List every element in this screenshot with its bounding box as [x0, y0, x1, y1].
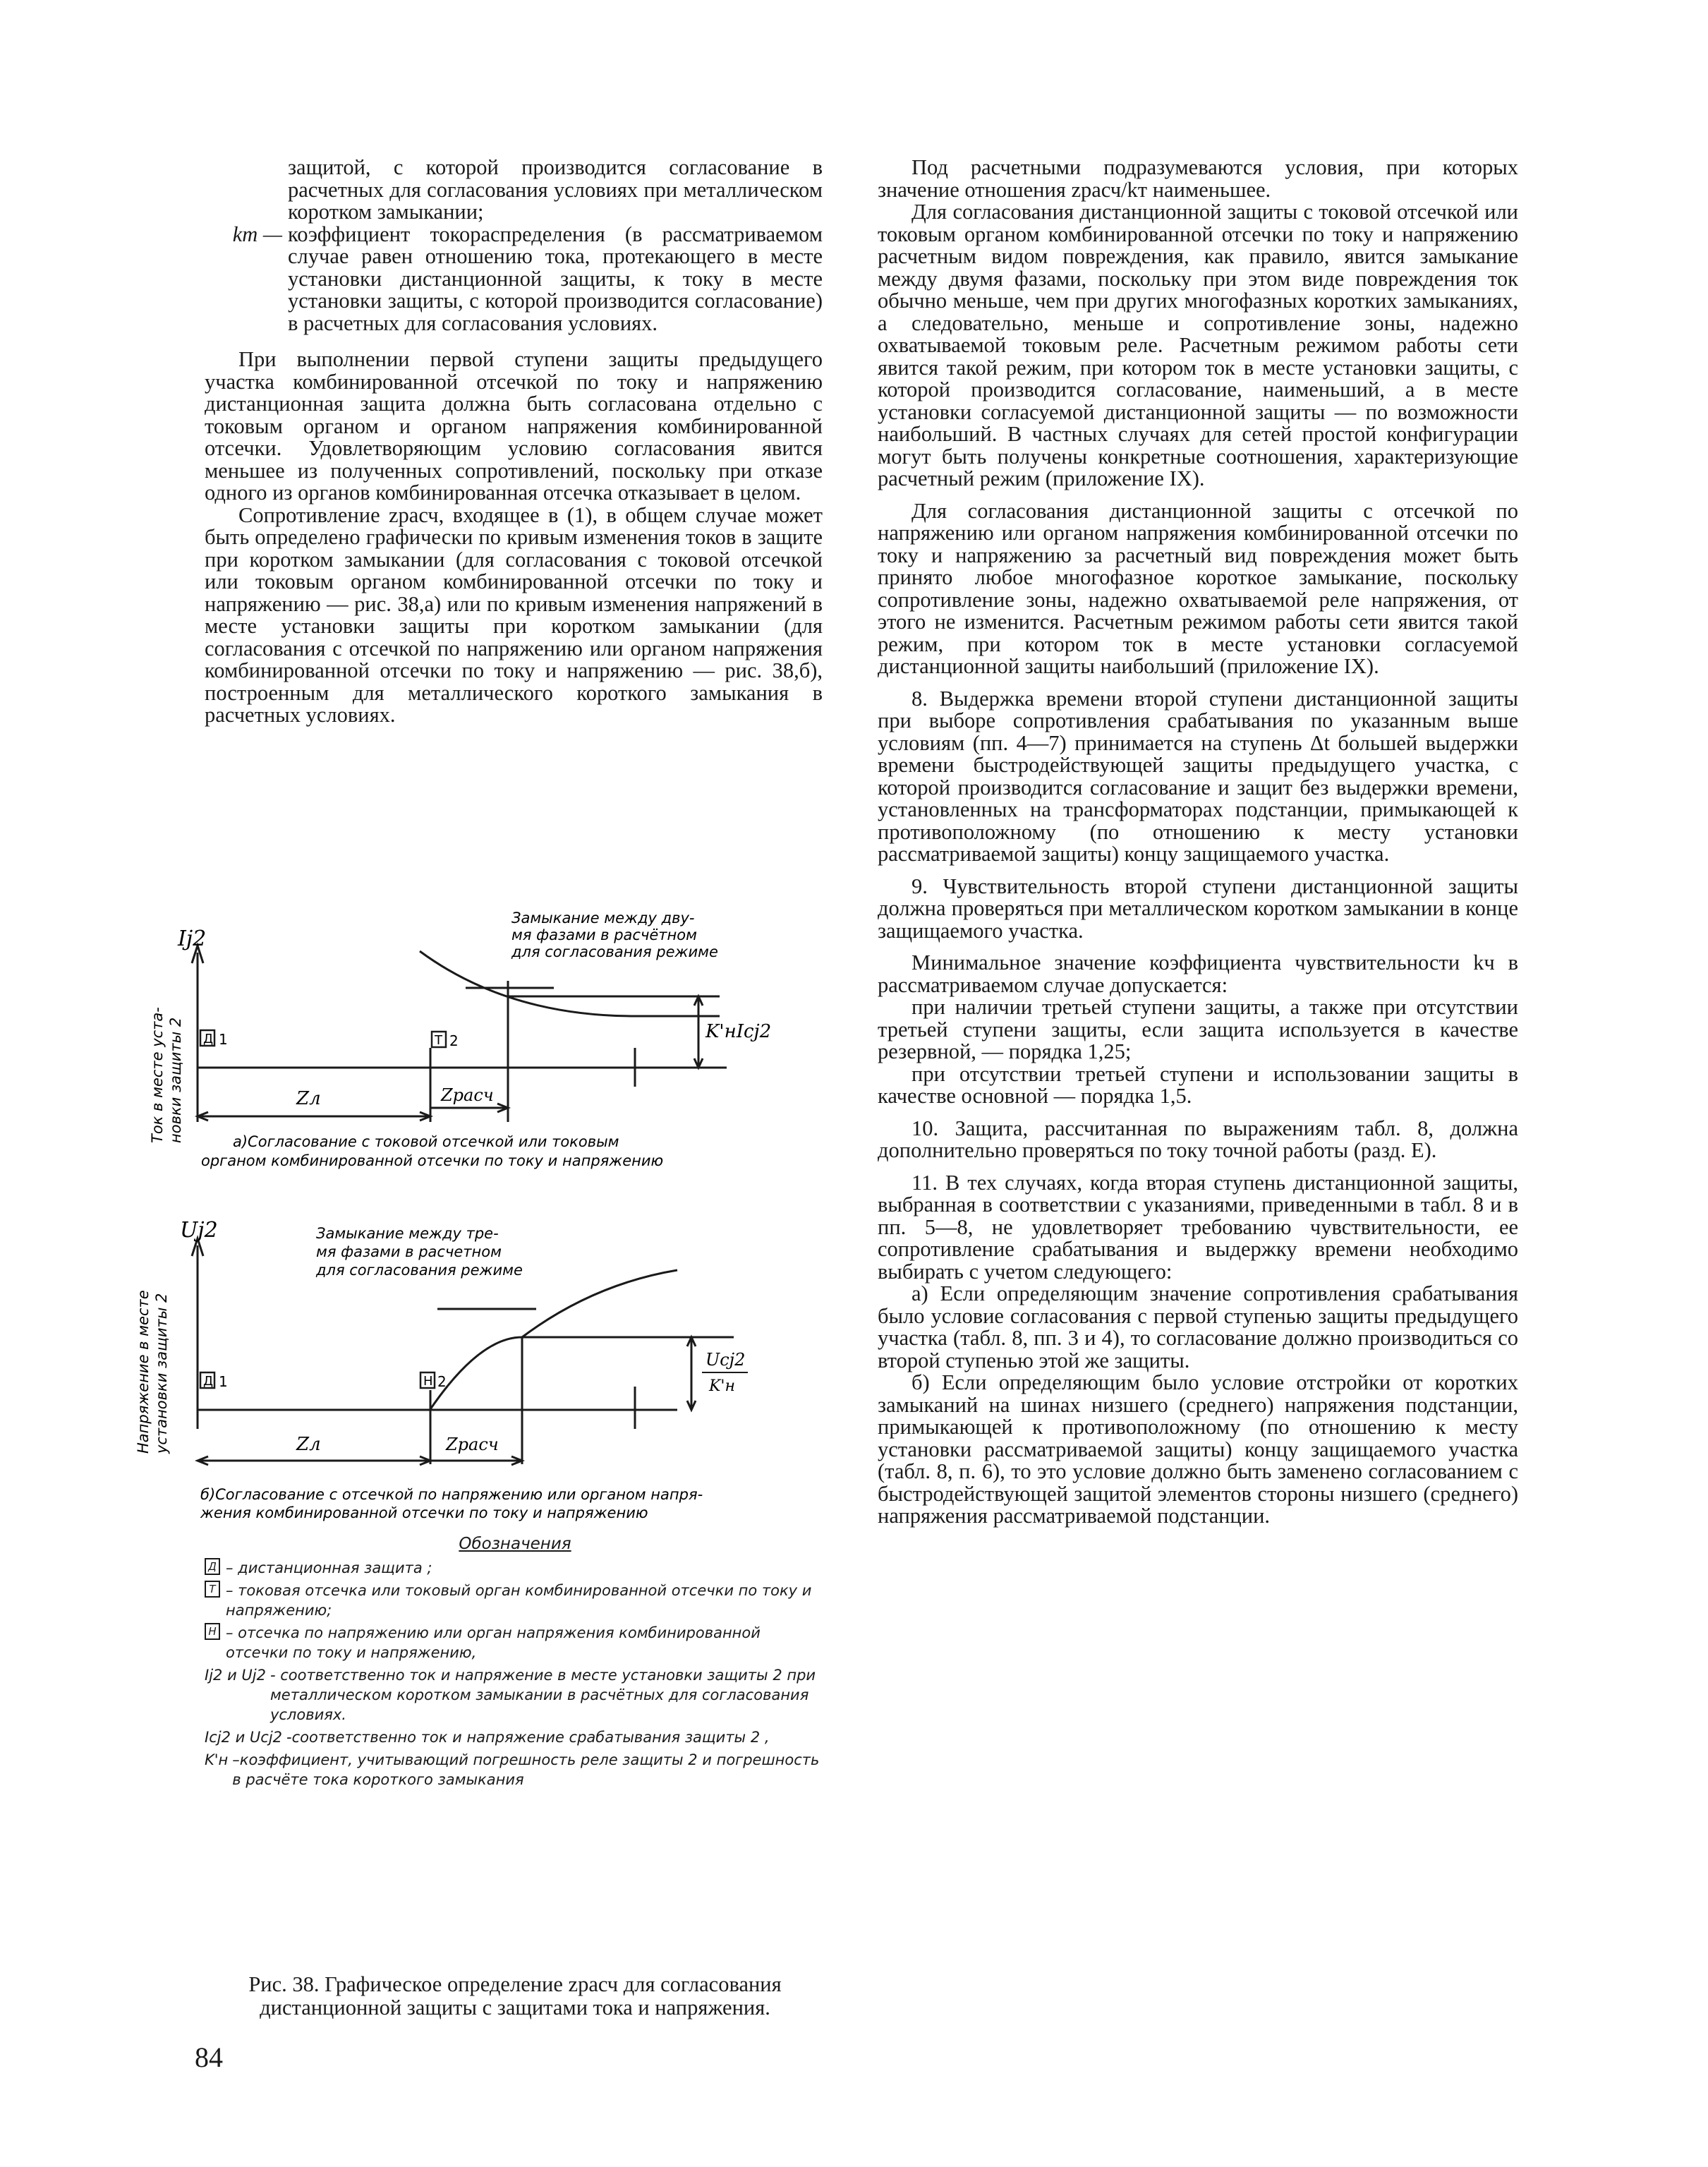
zrasch-label: Zрасч — [441, 1085, 494, 1105]
legend-item: – отсечка по напряжению или орган напряжения комбинированной отсечки по току и напряжению, — [226, 1624, 761, 1661]
paragraph: При выполнении первой ступени защиты предыдущего участка комбинированной отсечкой по току и напряжению дистанционная защита должна быть согласована отдельно с токовым органом и органом напряжения комбинированной отсечки. Удовлетворяющим условию согласования явится меньшее из полученных сопротивлений, поскольку при отказе одного из органов комбинированная отсечка отказывает в целом. — [205, 347, 823, 505]
curve-label: Замыкание между дву- — [511, 910, 695, 926]
zl-label: Zл — [296, 1434, 321, 1455]
left-column — [205, 157, 823, 727]
paragraph: при наличии третьей ступени защиты, а также при отсутствии третьей ступени защиты, если защита используется в качестве резервной, — порядка 1,25; — [878, 995, 1518, 1063]
curve-label: мя фазами в расчетном — [316, 1243, 502, 1260]
figure-subcaption: б)Согласование с отсечкой по напряжению или органом напря- — [200, 1486, 703, 1503]
legend-box-icon: Д — [205, 1558, 220, 1575]
zl-label: Zл — [296, 1088, 321, 1109]
definition-symbol — [205, 157, 285, 224]
box-distance-num: 1 — [219, 1031, 228, 1048]
legend-item: –коэффициент, учитывающий погрешность реле защиты 2 и погрешность в расчёте тока короткого замыкания — [232, 1751, 820, 1788]
legend-item: – дистанционная защита ; — [226, 1559, 432, 1576]
paragraph: Для согласования дистанционной защиты с отсечкой по напряжению или органом напряжения комбинированной отсечки по току и напряжению за расчетный вид повреждения может быть принято любое многофазное короткое замыкание, поскольку сопротивление зоны, надежно охватываемой реле напряжения, от этого не изменится. Расчетным режимом работы сети явится такой режим, при котором ток в месте установки согласуемой дистанционной защиты наибольший (приложение IX). — [878, 498, 1518, 678]
figure-subcaption: жения комбинированной отсечки по току и напряжению — [200, 1504, 648, 1521]
legend-item: -соответственно ток и напряжение срабатывания защиты 2 , — [286, 1729, 770, 1746]
legend-box-icon: Н — [205, 1623, 220, 1640]
paragraph: 9. Чувствительность второй ступени дистанционной защиты должна проверяться при металлическом коротком замыкании в конце защищаемого участка. — [878, 874, 1518, 943]
paragraph: 11. В тех случаях, когда вторая ступень дистанционной защиты, выбранная в соответствии с указаниями, приведенными в табл. 8 и в пп. 5—8, не удовлетворяет требованию чувствительности, ее сопротивление срабатывания и выдержку времени необходимо выбирать с учетом следующего: — [878, 1170, 1518, 1284]
paragraph: Сопротивление zрасч, входящее в (1), в общем случае может быть определено графически по кривым изменения токов в защите при коротком замыкании (для согласования с токовой отсечкой или токовым органом комбинированной отсечки по току и напряжению — рис. 38,а) или по кривым изменения напряжений в месте установки защиты при коротком замыкании (для согласования с отсечкой по напряжению или органом напряжения комбинированной отсечки по току и напряжению — рис. 38,б), построенным для металлического короткого замыкания в расчетных условиях. — [205, 502, 823, 727]
definition-text: коэффициент токораспределения (в рассматриваемом случае равен отношению тока, протекающего в месте установки дистанционной защиты, к току в месте установки защиты, с которой производится согласование) в расчетных для согласования условиях. — [288, 222, 823, 335]
y-axis-title: новки защиты 2 — [167, 1017, 184, 1143]
box-voltage-num: 2 — [437, 1373, 447, 1390]
figure-38a — [141, 910, 832, 1207]
figure-38b — [135, 1217, 832, 1535]
box-current-num: 2 — [449, 1032, 459, 1049]
box-distance-letter: Д — [203, 1032, 214, 1046]
y-axis-title: Ток в месте уста- — [149, 1007, 166, 1143]
page-number: 84 — [195, 2041, 223, 2073]
curve-label: мя фазами в расчётном — [511, 926, 697, 943]
right-column — [878, 157, 1518, 1528]
curve-label: для согласования режиме — [316, 1262, 523, 1279]
paragraph: Для согласования дистанционной защиты с токовой отсечкой или токовым органом комбинированной отсечки по току и напряжению расчетным видом повреждения, как правило, явится замыкание между двумя фазами, поскольку при этом виде повреждения ток обычно меньше, чем при других многофазных коротких замыканиях, а следовательно, меньше и сопротивление зоны, надежно охватываемой токовым реле. Расчетным режимом работы сети явится такой режим, при котором ток в месте установки защиты, с которой производится согласование, наименьший, а в месте установки согласуемой дистанционной защиты — по возможности наибольший. В частных случаях для сетей простой конфигурации могут быть получены конкретные соотношения, характеризующие расчетный режим (приложение IX). — [878, 200, 1518, 490]
paragraph: б) Если определяющим было условие отстройки от коротких замыканий на шинах низшего (среднего) напряжения подстанции, примыкающей к противоположному (по отношению к месту установки рассматриваемой защиты) концу защищаемого участка (табл. 8, п. 6), то это условие должно быть заменено согласованием с быстродействующей защитой элементов стороны низшего (среднего) напряжения рассматриваемой подстанции. — [878, 1370, 1518, 1528]
legend-symbol: Iј2 и Uј2 — [205, 1667, 266, 1684]
legend-item: - соответственно ток и напряжение в месте установки защиты 2 при металлическом коротком замыкании в расчётных для согласования условиях. — [269, 1667, 816, 1723]
y-axis-title: установки защиты 2 — [153, 1293, 170, 1454]
legend-symbol: K'н — [205, 1751, 229, 1768]
legend-title: Обозначения — [459, 1535, 571, 1553]
paragraph: при отсутствии третьей ступени и использовании защиты в качестве основной — порядка 1,5. — [878, 1061, 1518, 1108]
voltage-curve — [430, 1270, 677, 1409]
curve-label: Замыкание между тре- — [316, 1225, 499, 1242]
paragraph: 8. Выдержка времени второй ступени дистанционной защиты при выборе сопротивления срабатывания по указанным выше условиям (пп. 4—7) принимается на ступень Δt большей выдержки времени быстродействующей защиты предыдущего участка, с которой производится согласование и защит без выдержки времени, установленных на трансформаторах подстанции, примыкающей к противоположному (по отношению к месту установки рассматриваемой защиты) концу защищаемого участка. — [878, 686, 1518, 866]
box-distance-letter: Д — [203, 1374, 214, 1389]
figure-subcaption: а)Согласование с токовой отсечкой или токовым — [233, 1133, 619, 1150]
y-axis-title: Напряжение в месте — [135, 1290, 152, 1454]
definition-symbol: kт — — [232, 222, 282, 246]
box-voltage-letter: Н — [423, 1374, 433, 1389]
ucj-label: Ucј2 — [705, 1350, 746, 1370]
paragraph: 10. Защита, рассчитанная по выражениям табл. 8, должна дополнительно проверяться по току точной работы (разд. Е). — [878, 1116, 1518, 1162]
legend-symbol: Icј2 и Ucј2 — [205, 1729, 283, 1746]
paragraph: а) Если определяющим значение сопротивления срабатывания было условие согласования с первой ступенью защиты предыдущего участка (табл. 8, пп. 3 и 4), то согласование должно производиться со второй ступенью этой же защиты. — [878, 1281, 1518, 1372]
figure-legend — [205, 1534, 825, 1789]
box-current-letter: Т — [435, 1033, 442, 1048]
paragraph: Минимальное значение коэффициента чувствительности kч в рассматриваемом случае допускается: — [878, 950, 1518, 997]
paragraph: Под расчетными подразумеваются условия, при которых значение отношения zрасч/kт наименьшее. — [878, 155, 1518, 202]
kn-label: K'нIсј2 — [705, 1021, 772, 1042]
definitions-list — [205, 157, 823, 334]
legend-box-icon: Т — [205, 1581, 220, 1598]
y-axis-label: Uј2 — [180, 1218, 218, 1243]
legend-item: – токовая отсечка или токовый орган комбинированной отсечки по току и напряжению; — [226, 1582, 812, 1619]
definition-text: защитой, с которой производится согласование в расчетных для согласования условиях при металлическом коротком замыкании; — [288, 155, 823, 224]
current-curve — [420, 951, 635, 1016]
y-axis-label: Iј2 — [178, 926, 207, 951]
figure-subcaption: органом комбинированной отсечки по току и напряжению — [201, 1152, 664, 1169]
curve-label: для согласования режиме — [511, 943, 718, 960]
box-distance-num: 1 — [219, 1373, 228, 1390]
kn-label: K'н — [709, 1377, 735, 1395]
figure-caption: Рис. 38. Графическое определение zрасч для согласования дистанционной защиты с защитами тока и напряжения. — [248, 1972, 782, 2020]
zrasch-label: Zрасч — [446, 1435, 499, 1454]
